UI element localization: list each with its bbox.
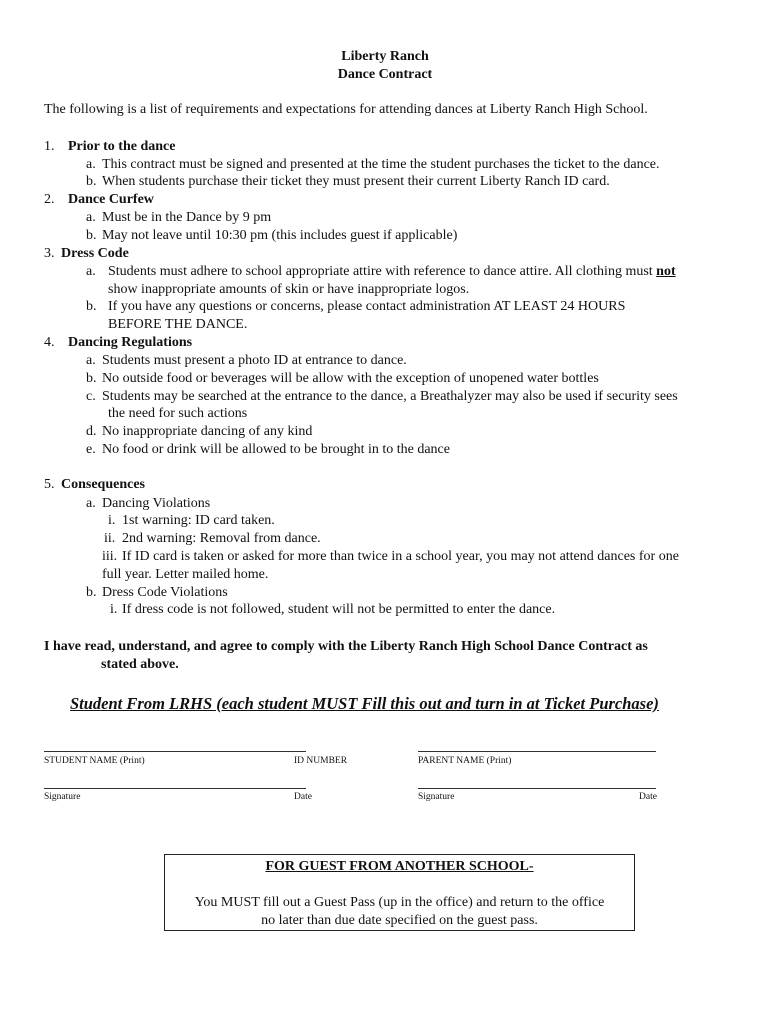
guest-box-line-1: You MUST fill out a Guest Pass (up in the office) and return to the office	[194, 895, 605, 910]
item-5b-i-text: If dress code is not followed, student will not be permitted to enter the dance.	[122, 602, 556, 617]
item-3a-line1	[108, 263, 676, 281]
item-5b-title: Dress Code Violations	[102, 585, 228, 600]
student-name-line[interactable]	[44, 751, 306, 752]
student-signature-label: Signature	[44, 792, 81, 802]
section-3-title: Dress Code	[61, 246, 129, 261]
item-1a-text: This contract must be signed and presented at the time the student purchases the ticket to the dance.	[102, 157, 660, 172]
item-5b-i-marker: i.	[110, 602, 118, 617]
document-subtitle: Dance Contract	[337, 67, 433, 82]
section-5-number: 5.	[44, 477, 55, 492]
item-3a-marker: a.	[86, 264, 96, 279]
guest-box-line-2: no later than due date specified on the guest pass.	[261, 913, 538, 928]
student-section-heading: Student From LRHS (each student MUST Fill this out and turn in at Ticket Purchase)	[70, 694, 659, 713]
item-3a-emphasis: not	[656, 264, 676, 279]
item-4e-text: No food or drink will be allowed to be brought in to the dance	[102, 442, 450, 457]
item-5a-iii-marker: iii.	[102, 549, 118, 564]
item-4c-marker: c.	[86, 389, 96, 404]
item-2b-text: May not leave until 10:30 pm (this includes guest if applicable)	[102, 228, 458, 243]
section-2-number: 2.	[44, 192, 55, 207]
section-4-title: Dancing Regulations	[68, 335, 193, 350]
item-3a-text: Students must adhere to school appropriate attire with reference to dance attire. All clothing must	[108, 264, 653, 279]
section-4-number: 4.	[44, 335, 55, 350]
item-5a-ii-text: 2nd warning: Removal from dance.	[122, 531, 321, 546]
item-4b-marker: b.	[86, 371, 97, 386]
item-1b-text: When students purchase their ticket they must present their current Liberty Ranch ID card.	[102, 174, 610, 189]
item-4b-text: No outside food or beverages will be allow with the exception of unopened water bottles	[102, 371, 599, 386]
item-2b-marker: b.	[86, 228, 97, 243]
section-1-number: 1.	[44, 139, 55, 154]
item-1b-marker: b.	[86, 174, 97, 189]
id-number-label: ID NUMBER	[294, 756, 348, 766]
item-2a-text: Must be in the Dance by 9 pm	[102, 210, 272, 225]
agreement-line-2: stated above.	[101, 657, 179, 672]
parent-date-label: Date	[639, 792, 657, 802]
item-5a-iii-line1: If ID card is taken or asked for more than twice in a school year, you may not attend dances for one	[122, 549, 679, 564]
item-4c-line1: Students may be searched at the entrance to the dance, a Breathalyzer may also be used if security sees	[102, 389, 678, 404]
item-2a-marker: a.	[86, 210, 96, 225]
item-3a-line2: show inappropriate amounts of skin or have inappropriate logos.	[108, 282, 470, 297]
section-5-title: Consequences	[61, 477, 146, 492]
parent-name-label: PARENT NAME (Print)	[418, 756, 512, 766]
item-5b-marker: b.	[86, 585, 97, 600]
item-4d-marker: d.	[86, 424, 97, 439]
item-5a-i-marker: i.	[108, 513, 116, 528]
student-date-label: Date	[294, 792, 312, 802]
parent-name-line[interactable]	[418, 751, 656, 752]
section-2-title: Dance Curfew	[68, 192, 154, 207]
student-name-label: STUDENT NAME (Print)	[44, 756, 145, 766]
intro-paragraph: The following is a list of requirements and expectations for attending dances at Liberty Ranch High School.	[44, 102, 648, 117]
item-3b-line2: BEFORE THE DANCE.	[108, 317, 248, 332]
guest-box-title: FOR GUEST FROM ANOTHER SCHOOL-	[265, 859, 534, 874]
item-5a-i-text: 1st warning: ID card taken.	[122, 513, 275, 528]
item-4d-text: No inappropriate dancing of any kind	[102, 424, 313, 439]
item-4e-marker: e.	[86, 442, 96, 457]
agreement-line-1: I have read, understand, and agree to comply with the Liberty Ranch High School Dance Contract as	[44, 639, 648, 654]
student-signature-line[interactable]	[44, 788, 306, 789]
document-title: Liberty Ranch	[341, 49, 429, 64]
parent-signature-label: Signature	[418, 792, 455, 802]
item-5a-ii-marker: ii.	[104, 531, 116, 546]
item-5a-title: Dancing Violations	[102, 496, 211, 511]
section-1-title: Prior to the dance	[68, 139, 176, 154]
item-3b-marker: b.	[86, 299, 97, 314]
item-5a-marker: a.	[86, 496, 96, 511]
item-3b-line1: If you have any questions or concerns, please contact administration AT LEAST 24 HOURS	[108, 299, 626, 314]
item-4c-line2: the need for such actions	[108, 406, 248, 421]
parent-signature-line[interactable]	[418, 788, 656, 789]
item-1a-marker: a.	[86, 157, 96, 172]
item-5a-iii-line2: full year. Letter mailed home.	[102, 567, 269, 582]
item-4a-text: Students must present a photo ID at entrance to dance.	[102, 353, 407, 368]
item-4a-marker: a.	[86, 353, 96, 368]
section-3-number: 3.	[44, 246, 55, 261]
